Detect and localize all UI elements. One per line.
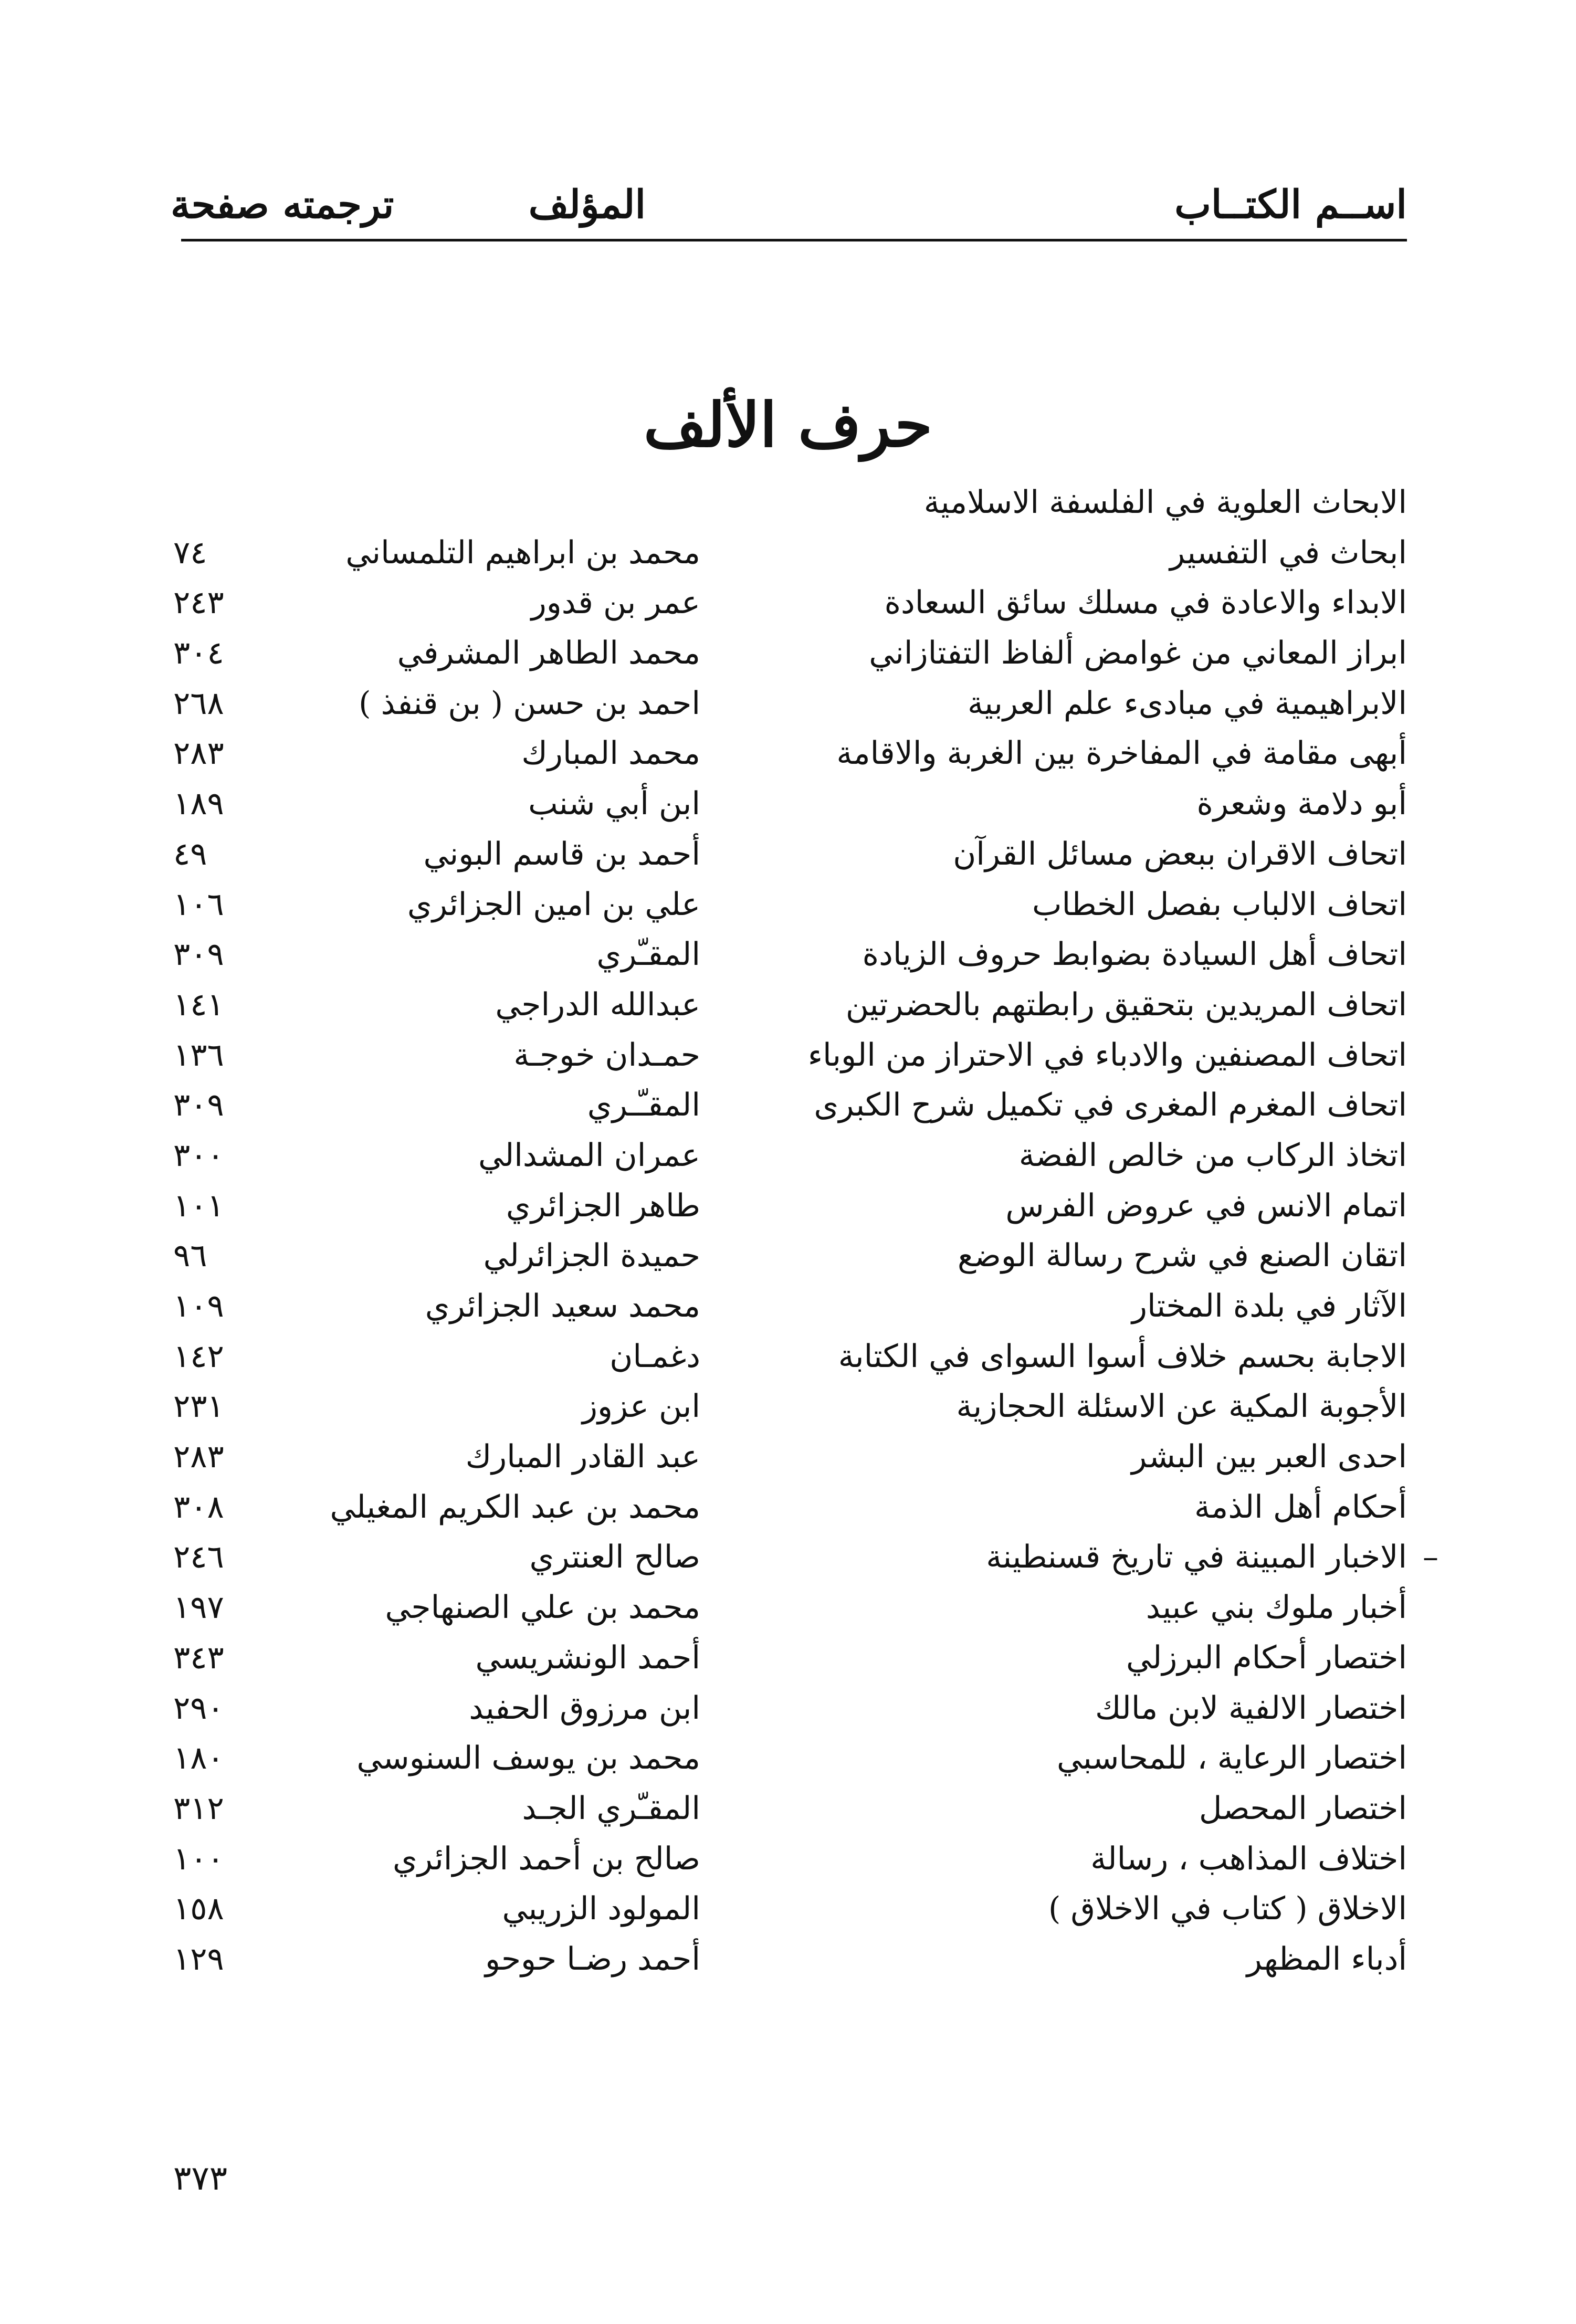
- entry-row: [173, 478, 1407, 528]
- entry-author: صالح العنتري: [529, 1539, 700, 1576]
- header-rule: [181, 239, 1407, 241]
- entry-title: الآثار في بلدة المختار: [1132, 1288, 1407, 1324]
- entry-author: أحمد الونشريسي: [475, 1639, 700, 1676]
- entry-title: اختصار المحصل: [1199, 1790, 1407, 1827]
- entry-author: عبدالله الدراجي: [495, 986, 700, 1023]
- page-number: ٣٧٣: [173, 2159, 228, 2198]
- entry-author: المقـّري: [596, 936, 700, 973]
- entry-author: محمد بن علي الصنهاجي: [385, 1589, 700, 1626]
- entry-author: ابن أبي شنب: [528, 785, 700, 823]
- entry-page: ١٤١: [173, 986, 224, 1023]
- entry-author: ابن عزوز: [582, 1388, 700, 1425]
- entry-title: اتحاف المغرم المغرى في تكميل شرح الكبرى: [814, 1087, 1407, 1124]
- entry-author: محمد الطاهر المشرفي: [397, 635, 700, 672]
- entry-author: عمران المشدالي: [478, 1137, 700, 1174]
- entry-row: [173, 980, 1407, 1030]
- entry-author: المقـّـري: [587, 1087, 700, 1124]
- entry-row: [173, 930, 1407, 980]
- entry-title: ابراز المعاني من غوامض ألفاظ التفتازاني: [869, 635, 1407, 672]
- margin-dash-mark: –: [1423, 1539, 1438, 1576]
- entry-row: [173, 729, 1407, 779]
- entry-row: [173, 1030, 1407, 1081]
- entry-row: [173, 1733, 1407, 1784]
- entry-title: اتحاف الاقران ببعض مسائل القرآن: [953, 835, 1407, 872]
- entry-author: حميدة الجزائرلي: [483, 1237, 700, 1275]
- entry-page: ١٠٠: [173, 1840, 224, 1877]
- entry-title: الاخبار المبينة في تاريخ قسنطينة: [986, 1539, 1407, 1576]
- entry-title: اتخاذ الركاب من خالص الفضة: [1018, 1137, 1407, 1174]
- entry-title: اتمام الانس في عروض الفرس: [1005, 1187, 1407, 1224]
- entry-author: حمـدان خوجـة: [513, 1036, 700, 1074]
- entry-title: الابحاث العلوية في الفلسفة الاسلامية: [923, 484, 1407, 521]
- entry-title: أبهى مقامة في المفاخرة بين الغربة والاقامة: [836, 735, 1407, 772]
- entry-title: الابراهيمية في مبادىء علم العربية: [967, 685, 1407, 722]
- entry-author: عمر بن قدور: [531, 584, 700, 622]
- entry-row: [173, 1834, 1407, 1885]
- entry-page: ٢٣١: [173, 1388, 224, 1425]
- entry-row: [173, 679, 1407, 729]
- entry-author: علي بن امين الجزائري: [407, 886, 700, 923]
- entry-row: [173, 1684, 1407, 1734]
- entry-row: [173, 1281, 1407, 1332]
- entry-author: دغمـان: [610, 1338, 700, 1375]
- entry-title: ابحاث في التفسير: [1170, 534, 1407, 571]
- entry-page: ١٢٩: [173, 1940, 224, 1978]
- entry-page: ١٩٧: [173, 1589, 224, 1626]
- entry-row: [173, 578, 1407, 628]
- entry-title: اختصار أحكام البرزلي: [1126, 1639, 1407, 1676]
- entry-page: ٢٩٠: [173, 1689, 224, 1727]
- entry-row: [173, 779, 1407, 829]
- entry-page: ٢٨٣: [173, 1438, 224, 1476]
- entry-title: اتحاف المصنفين والادباء في الاحتراز من الوباء: [807, 1036, 1407, 1074]
- entry-page: ٢٦٨: [173, 685, 224, 722]
- entry-page: ١٨٠: [173, 1740, 224, 1777]
- entry-author: عبد القادر المبارك: [465, 1438, 700, 1476]
- column-header: [171, 178, 1407, 236]
- entry-row: [173, 1884, 1407, 1934]
- entry-page: ٣٠٨: [173, 1488, 224, 1526]
- entry-row: [173, 1131, 1407, 1181]
- entry-author: أحمد رضـا حوحو: [485, 1940, 700, 1978]
- entries-list: [173, 478, 1438, 1985]
- entry-author: المقـّري الجـد: [522, 1790, 700, 1827]
- entry-title: اتقان الصنع في شرح رسالة الوضع: [957, 1237, 1407, 1275]
- entry-row: [173, 1934, 1407, 1985]
- entry-row: [173, 1784, 1407, 1834]
- entry-author: محمد بن عبد الكريم المغيلي: [330, 1488, 700, 1526]
- entry-row: [173, 1532, 1438, 1583]
- entry-title: اختلاف المذاهب ، رسالة: [1090, 1840, 1407, 1877]
- entry-title: الاخلاق ( كتاب في الاخلاق ): [1048, 1890, 1407, 1928]
- entry-page: ١٠٩: [173, 1288, 224, 1324]
- entry-author: احمد بن حسن ( بن قنفذ ): [359, 685, 700, 722]
- entry-row: [173, 1583, 1407, 1633]
- entry-row: [173, 880, 1407, 930]
- entry-page: ١٤٢: [173, 1338, 224, 1375]
- header-biography-page: ترجمته صفحة: [171, 182, 394, 227]
- entry-title: الابداء والاعادة في مسلك سائق السعادة: [884, 584, 1407, 622]
- entry-title: أخبار ملوك بني عبيد: [1146, 1589, 1407, 1626]
- section-title: حرف الألف: [643, 390, 933, 461]
- entry-page: ٧٤: [173, 534, 207, 571]
- entry-page: ٢٤٣: [173, 584, 224, 622]
- entry-page: ١٣٦: [173, 1036, 224, 1074]
- entry-page: ٩٦: [173, 1237, 207, 1275]
- entry-title: اختصار الرعاية ، للمحاسبي: [1057, 1740, 1407, 1777]
- entry-title: اتحاف أهل السيادة بضوابط حروف الزيادة: [862, 936, 1407, 973]
- entry-row: [173, 1432, 1407, 1482]
- entry-row: [173, 528, 1407, 579]
- entry-row: [173, 1231, 1407, 1281]
- entry-row: [173, 1332, 1407, 1382]
- entry-title: أحكام أهل الذمة: [1194, 1488, 1407, 1526]
- entry-page: ٣٠٩: [173, 936, 224, 973]
- entry-author: أحمد بن قاسم البوني: [423, 835, 700, 872]
- entry-title: احدى العبر بين البشر: [1131, 1438, 1407, 1476]
- entry-author: المولود الزريبي: [502, 1890, 700, 1928]
- entry-author: محمد بن ابراهيم التلمساني: [345, 534, 700, 571]
- entry-author: صالح بن أحمد الجزائري: [393, 1840, 700, 1877]
- entry-page: ٣٤٣: [173, 1639, 224, 1676]
- entry-page: ١٥٨: [173, 1890, 224, 1928]
- entry-author: محمد المبارك: [521, 735, 700, 772]
- entry-title: الأجوبة المكية عن الاسئلة الحجازية: [956, 1388, 1407, 1425]
- entry-row: [173, 1482, 1407, 1533]
- entry-title: أبو دلامة وشعرة: [1196, 785, 1407, 823]
- entry-row: [173, 1633, 1407, 1684]
- entry-row: [173, 829, 1407, 880]
- entry-page: ٣٠٩: [173, 1087, 224, 1124]
- entry-page: ٣٠٠: [173, 1137, 224, 1174]
- header-book-title: اســم الكتــاب: [1174, 182, 1407, 227]
- entry-page: ١٠١: [173, 1187, 224, 1224]
- entry-row: [173, 628, 1407, 679]
- entry-row: [173, 1080, 1407, 1131]
- entry-title: اختصار الالفية لابن مالك: [1095, 1689, 1407, 1727]
- entry-row: [173, 1181, 1407, 1232]
- entry-author: محمد سعيد الجزائري: [425, 1288, 700, 1324]
- entry-title: اتحاف الالباب بفصل الخطاب: [1032, 886, 1407, 923]
- entry-page: ٣١٢: [173, 1790, 224, 1827]
- entry-page: ١٠٦: [173, 886, 224, 923]
- entry-page: ٢٨٣: [173, 735, 224, 772]
- entry-author: طاهر الجزائري: [506, 1187, 700, 1224]
- entry-page: ٤٩: [173, 835, 207, 872]
- header-author: المؤلف: [528, 182, 646, 227]
- entry-page: ٣٠٤: [173, 635, 224, 672]
- entry-title: الاجابة بحسم خلاف أسوا السواى في الكتابة: [838, 1338, 1407, 1375]
- entry-author: محمد بن يوسف السنوسي: [356, 1740, 700, 1777]
- entry-title: أدباء المظهر: [1246, 1940, 1407, 1978]
- entry-row: [173, 1382, 1407, 1432]
- entry-author: ابن مرزوق الحفيد: [469, 1689, 700, 1727]
- entry-page: ١٨٩: [173, 785, 224, 823]
- entry-title: اتحاف المريدين بتحقيق رابطتهم بالحضرتين: [845, 986, 1407, 1023]
- entry-page: ٢٤٦: [173, 1539, 224, 1576]
